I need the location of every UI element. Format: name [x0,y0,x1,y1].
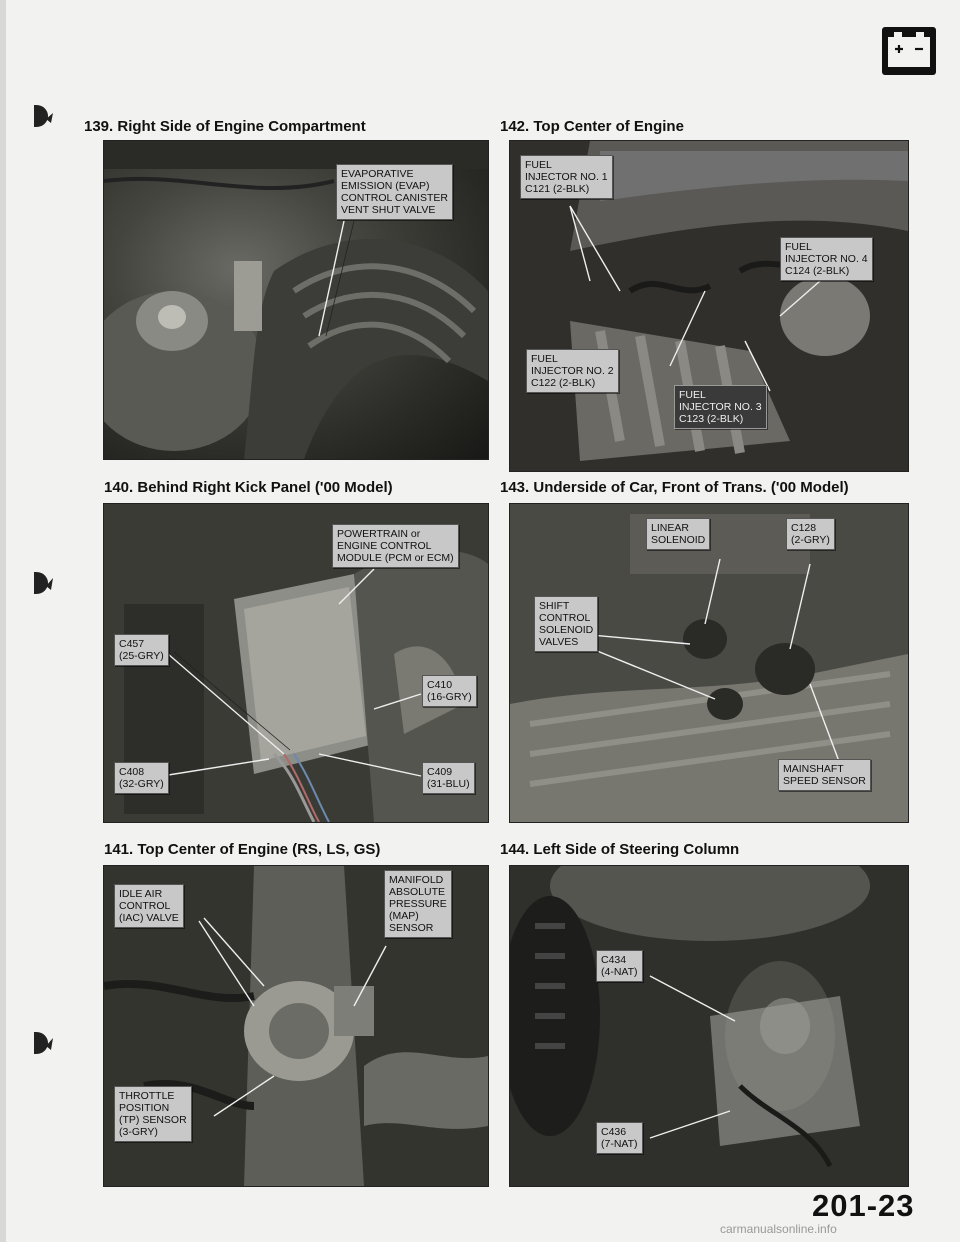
figure-144-photo [509,865,909,1187]
figure-142-photo [509,140,909,472]
figure-139-photo [103,140,489,460]
callout-shift-control-solenoid-valves: SHIFT CONTROL SOLENOID VALVES [534,596,598,652]
callout-iac-valve: IDLE AIR CONTROL (IAC) VALVE [114,884,184,928]
binder-hole-icon [32,103,54,129]
figure-140-caption: 140. Behind Right Kick Panel ('00 Model) [104,479,393,496]
binder-hole-icon [32,570,54,596]
callout-tp-sensor: THROTTLE POSITION (TP) SENSOR (3-GRY) [114,1086,192,1142]
figure-143-photo [509,503,909,823]
page-edge-shadow [0,0,6,1242]
callout-evap-vent-shut-valve: EVAPORATIVE EMISSION (EVAP) CONTROL CANISTER VENT SHUT VALVE [336,164,453,220]
callout-c457: C457 (25-GRY) [114,634,169,666]
callout-fuel-injector-3: FUEL INJECTOR NO. 3 C123 (2-BLK) [674,385,767,429]
figure-141-photo [103,865,489,1187]
callout-c409: C409 (31-BLU) [422,762,475,794]
callout-fuel-injector-4: FUEL INJECTOR NO. 4 C124 (2-BLK) [780,237,873,281]
callout-fuel-injector-1: FUEL INJECTOR NO. 1 C121 (2-BLK) [520,155,613,199]
callout-map-sensor: MANIFOLD ABSOLUTE PRESSURE (MAP) SENSOR [384,870,452,938]
callout-c436: C436 (7-NAT) [596,1122,643,1154]
callout-pcm-ecm: POWERTRAIN or ENGINE CONTROL MODULE (PCM or ECM) [332,524,459,568]
figure-143-caption: 143. Underside of Car, Front of Trans. ('00 Model) [500,479,849,496]
figure-141-caption: 141. Top Center of Engine (RS, LS, GS) [104,841,381,858]
callout-c434: C434 (4-NAT) [596,950,643,982]
figure-140-photo [103,503,489,823]
callout-c408: C408 (32-GRY) [114,762,169,794]
callout-fuel-injector-2: FUEL INJECTOR NO. 2 C122 (2-BLK) [526,349,619,393]
binder-hole-icon [32,1030,54,1056]
callout-linear-solenoid: LINEAR SOLENOID [646,518,710,550]
figure-142-caption: 142. Top Center of Engine [500,118,684,135]
page-number: 201-23 [812,1188,915,1223]
figure-144-caption: 144. Left Side of Steering Column [500,841,740,858]
callout-c128: C128 (2-GRY) [786,518,835,550]
battery-icon [880,25,938,77]
figure-139-caption: 139. Right Side of Engine Compartment [84,118,366,135]
callout-c410: C410 (16-GRY) [422,675,477,707]
watermark: carmanualsonline.info [720,1222,837,1236]
callout-mainshaft-speed-sensor: MAINSHAFT SPEED SENSOR [778,759,871,791]
